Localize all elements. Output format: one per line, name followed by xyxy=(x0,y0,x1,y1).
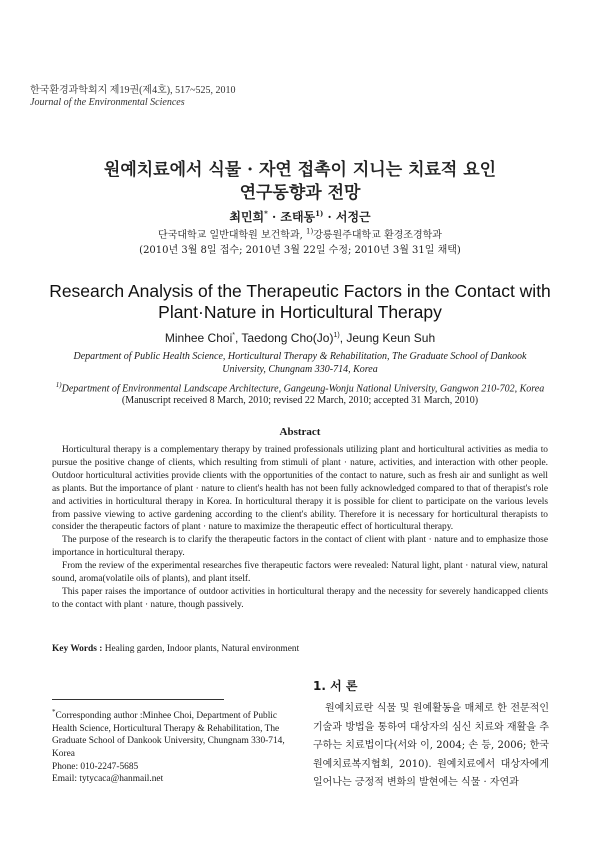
english-affiliation1-line1: Department of Public Health Science, Horticultural Therapy & Rehabilitation, The Graduate School of Dankook xyxy=(73,351,527,362)
footnote-phone: Phone: 010-2247-5685 xyxy=(52,761,139,772)
english-author3: , Jeung Keun Suh xyxy=(339,331,436,345)
affiliation2-mark: 1) xyxy=(306,227,314,236)
english-title-line1: Research Analysis of the Therapeutic Factors in the Contact with xyxy=(49,281,551,301)
english-affiliation1-line2: University, Chungnam 330-714, Korea xyxy=(222,364,378,375)
korean-author1: 최민희 xyxy=(229,210,265,224)
corresponding-author-footnote xyxy=(52,706,292,786)
keywords xyxy=(52,644,299,654)
journal-name: Journal of the Environmental Sciences xyxy=(30,97,185,108)
footnote-divider xyxy=(52,699,224,700)
author1-mark: * xyxy=(264,209,268,218)
english-author1: Minhee Choi xyxy=(164,331,233,345)
english-affiliation2-text: Department of Environmental Landscape Architecture, Gangeung-Wonju National University, Gangwon 210-702, Korea xyxy=(61,383,545,395)
english-affiliation2 xyxy=(0,381,600,394)
abstract-paragraph: The purpose of the research is to clarify the therapeutic factors in the contact of client with plant · nature and to emphasize those importance in horticultural therapy. xyxy=(52,535,548,559)
korean-title-line1: 원예치료에서 식물 · 자연 접촉이 지니는 치료적 요인 xyxy=(103,160,497,180)
abstract-body xyxy=(52,444,548,612)
english-affiliation2-mark: 1) xyxy=(55,381,62,389)
introduction-paragraph: 원예치료란 식물 및 원예활동을 매체로 한 전문적인 기술과 방법을 통하여 대상자의 심신 치료와 재활을 추구하는 치료법이다(서와 이, 2004; 손 등, 2006; 한국원예치료복지협회, 2010). 원예치료에서 대상자에게 일어나는 긍정적 변화의 발현에는 식물 · 자연과 xyxy=(313,703,549,789)
korean-affiliation2: 강릉원주대학교 환경조경학과 xyxy=(313,230,442,241)
korean-authors xyxy=(0,208,600,225)
english-title-line2: Plant·Nature in Horticultural Therapy xyxy=(158,302,442,322)
english-author2-mark: 1) xyxy=(333,332,340,339)
korean-affiliation1: 단국대학교 일반대학원 보건학과, xyxy=(158,230,306,241)
korean-citation: 한국환경과학회지 제19권(제4호), 517~525, 2010 xyxy=(30,85,236,96)
korean-dates: (2010년 3월 8일 접수; 2010년 3월 22일 수정; 2010년 3월 31일 채택) xyxy=(139,245,461,256)
korean-title-line2: 연구동향과 전망 xyxy=(239,183,361,203)
abstract-paragraph: This paper raises the importance of outdoor activities in horticultural therapy and the necessity for severely handicapped clients to the contact with plant · nature, though passively. xyxy=(52,586,548,610)
manuscript-dates: (Manuscript received 8 March, 2010; revised 22 March, 2010; accepted 31 March, 2010) xyxy=(121,395,479,406)
korean-author3: · 서정근 xyxy=(323,210,371,224)
journal-header xyxy=(30,85,236,109)
section-heading: 1. 서 론 xyxy=(313,679,358,693)
introduction-body xyxy=(313,700,549,793)
keywords-text: Healing garden, Indoor plants, Natural environment xyxy=(104,644,300,654)
footnote-email: Email: tytycaca@hanmail.net xyxy=(52,774,164,785)
abstract-heading: Abstract xyxy=(279,426,321,438)
footnote-text: Corresponding author :Minhee Choi, Department of Public Health Science, Horticultural Therapy & Rehabilitation, The Graduate School of Dankook University, Chungnam 330-714, Korea xyxy=(52,711,285,759)
english-author1-mark: * xyxy=(232,332,235,339)
english-authors xyxy=(0,331,600,345)
english-author2: , Taedong Cho(Jo) xyxy=(234,331,334,345)
author2-mark: 1) xyxy=(315,209,324,218)
korean-author2: · 조태동 xyxy=(267,210,316,224)
korean-affiliation xyxy=(0,226,600,241)
abstract-paragraph: From the review of the experimental researches five therapeutic factors were revealed: Natural light, plant · natural view, natural sound, aroma(volatile oils of plants), and plant itself. xyxy=(52,561,548,585)
keywords-label: Key Words : xyxy=(52,644,105,654)
footnote-mark: * xyxy=(52,708,56,716)
abstract-paragraph: Horticultural therapy is a complementary therapy by trained professionals utilizing plant and horticultural activities as media to pursue the positive change of clients, which resulting from stimuli of plant · nature, activities, and interaction with other people. Outdoor horticultural activities provide clients with the opportunities of the contact to nature, such as fresh air and sunlight as well as plants. But the importance of plant · nature to client's health has not been fully acknowledged compared to that of therapist's role and activities in horticultural therapy in Korea. In horticultural therapy it is possible for client to participate on the various levels from passive viewing to active gardening according to the client's ability. Therefore it is necessary for horticultural therapists to consider the therapeutic factors of plant · nature to maximize the therapeutic effect of horticultural therapy. xyxy=(52,445,548,533)
